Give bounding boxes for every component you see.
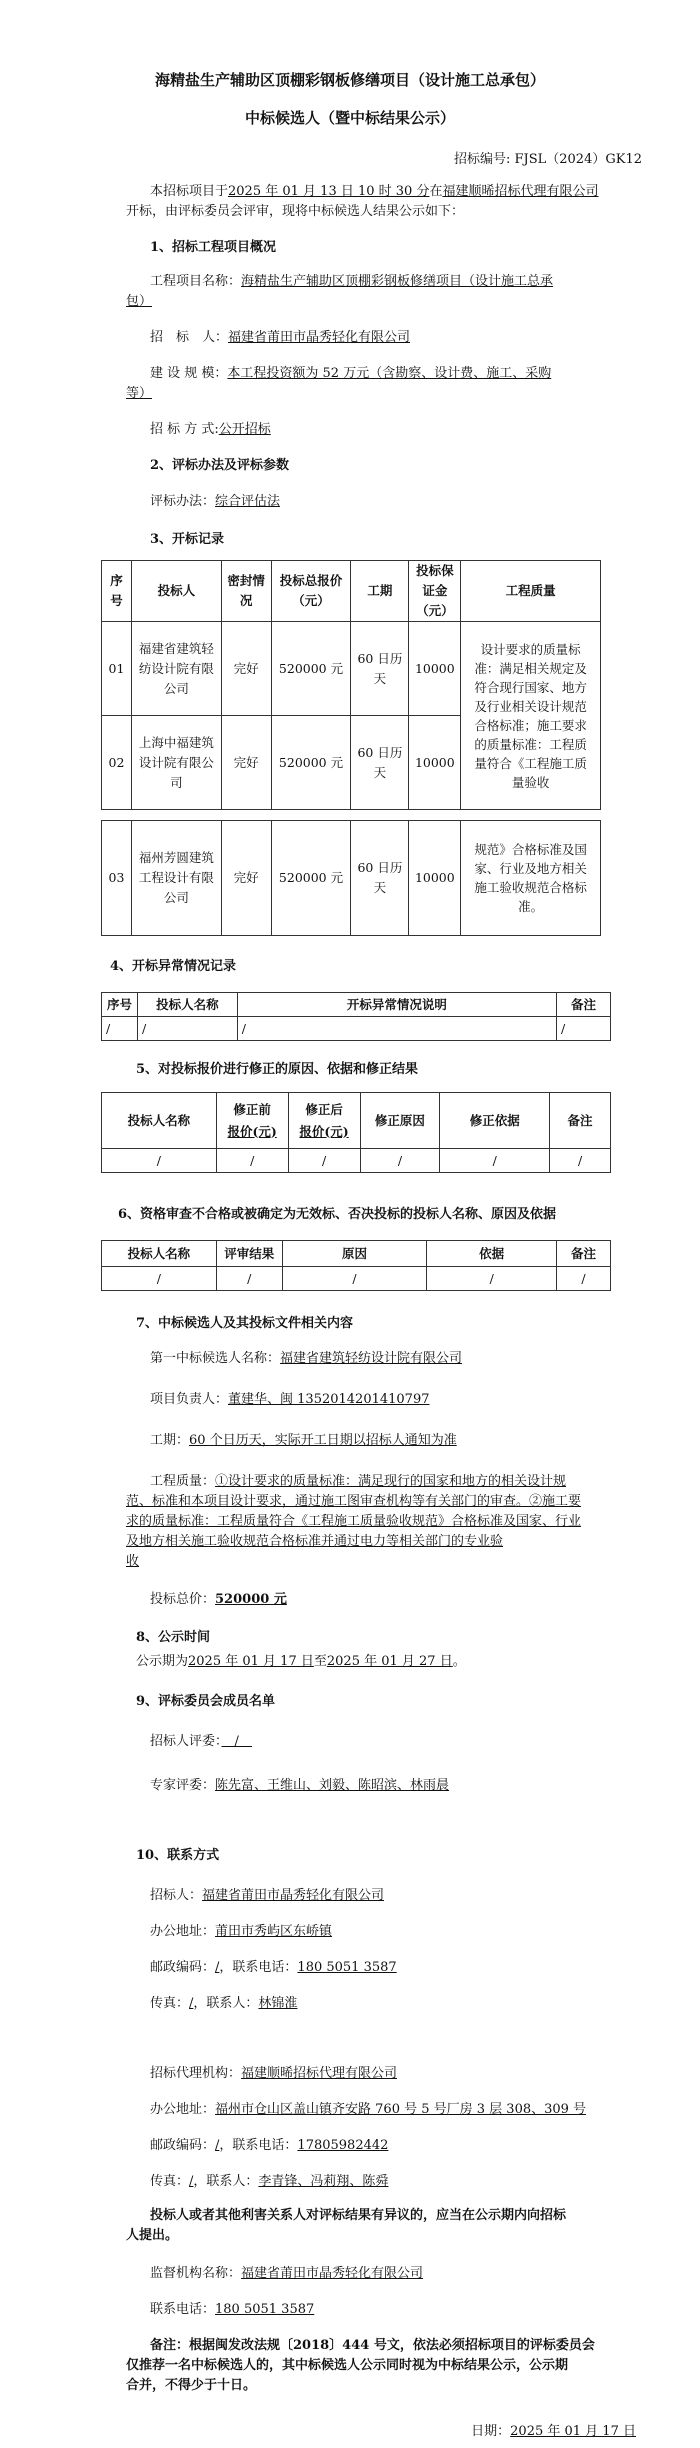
contact-agent-person-label: ，联系人： [193, 2174, 259, 2189]
publicity-period-row [136, 1652, 466, 1672]
footer-date-value: 2025 年 01 月 17 日 [510, 2424, 636, 2439]
bid-opening-table-continued [101, 820, 601, 936]
col-header: 原因 [282, 1241, 427, 1267]
contact-owner-person-label: ，联系人： [193, 1996, 259, 2011]
cell-no: 01 [102, 622, 132, 716]
document-title: 海精盐生产辅助区顶棚彩钢板修缮项目（设计施工总承包） [154, 71, 545, 89]
quality-line-5: 收 [126, 1554, 140, 1569]
col-header-after-l2: 报价(元) [299, 1123, 349, 1139]
project-manager-row [150, 1390, 429, 1410]
table-cell: / [216, 1149, 288, 1173]
cell-price: 520000 元 [271, 622, 351, 716]
owner-value: 福建省莆田市晶秀轻化有限公司 [228, 330, 411, 345]
supervisor-tel-label: 联系电话： [150, 2302, 216, 2317]
table-row [102, 1267, 611, 1291]
table-header-row [102, 1241, 611, 1267]
cell-seal: 完好 [221, 821, 271, 936]
contact-agent-address-row [150, 2100, 586, 2120]
experts-row [150, 1776, 449, 1796]
experts-value: 陈先富、王维山、刘毅、陈昭滨、林雨晨 [215, 1778, 450, 1793]
contact-owner-address-value: 莆田市秀屿区东峤镇 [215, 1924, 333, 1939]
note-line-1: 备注：根据闽发改法规〔2018〕444 号文，依法必须招标项目的评标委员会 [150, 2338, 595, 2353]
cell-bond: 10000 [409, 821, 461, 936]
col-header: 修正依据 [440, 1093, 550, 1149]
intro-line-1 [150, 182, 599, 202]
table-cell: / [440, 1149, 550, 1173]
table-cell: / [550, 1149, 611, 1173]
experts-label: 专家评委： [150, 1778, 216, 1793]
scale-row [150, 364, 551, 384]
cell-no: 02 [102, 716, 132, 810]
contact-agent-address-label: 办公地址： [150, 2102, 216, 2117]
col-header-after-l1: 修正后 [305, 1101, 343, 1117]
table-cell: / [216, 1267, 282, 1291]
cell-bond: 10000 [409, 622, 461, 716]
total-price-value: 520000 元 [215, 1592, 287, 1607]
project-name-row [150, 272, 553, 292]
col-header: 序号 [102, 561, 132, 622]
objection-line-1: 投标人或者其他利害关系人对评标结果有异议的，应当在公示期内向招标 [150, 2208, 567, 2223]
quality-line-1: ①设计要求的质量标准：满足现行的国家和地方的相关设计规 [215, 1474, 567, 1489]
cell-bidder: 上海中福建筑设计院有限公司 [131, 716, 221, 810]
publicity-post: 。 [452, 1654, 466, 1669]
period-row [150, 1431, 457, 1451]
cell-quality: 规范》合格标准及国家、行业及地方相关施工验收规范合格标准。 [461, 821, 601, 936]
table-cell: / [102, 1149, 217, 1173]
table-cell: / [282, 1267, 427, 1291]
table-header-row [102, 993, 611, 1017]
quality-line-3: 求的质量标准：工程质量符合《工程施工质量验收规范》合格标准及国家、行业 [126, 1514, 582, 1529]
table-row [102, 1149, 611, 1173]
contact-agent-tel-value: 17805982442 [297, 2138, 389, 2153]
section-10-heading: 10、联系方式 [136, 1848, 220, 1863]
contact-owner-fax-row [150, 1994, 297, 2014]
footer-date-label: 日期： [471, 2424, 511, 2439]
contact-agent-label: 招标代理机构： [150, 2066, 242, 2081]
col-header-before-l2: 报价(元) [227, 1123, 277, 1139]
table-cell: / [557, 1267, 611, 1291]
contact-agent-post-label: 邮政编码： [150, 2138, 216, 2153]
contact-agent-fax-label: 传真： [150, 2174, 190, 2189]
first-candidate-label: 第一中标候选人名称： [150, 1351, 281, 1366]
objection-line-2: 人提出。 [126, 2228, 179, 2243]
contact-owner-address-row [150, 1922, 332, 1942]
cell-quality: 设计要求的质量标准：满足相关规定及符合现行国家、地方及行业相关设计规范合格标准；施工要求的质量标准：工程质量符合《工程施工质量验收 [461, 622, 601, 810]
col-header: 工程质量 [461, 561, 601, 622]
contact-owner-post-label: 邮政编码： [150, 1960, 216, 1975]
quality-label: 工程质量： [150, 1474, 216, 1489]
table-cell: / [360, 1149, 440, 1173]
table-row [102, 821, 601, 936]
intro-agent: 福建顺晞招标代理有限公司 [442, 184, 599, 199]
supervisor-tel-row [150, 2300, 314, 2320]
col-header: 开标异常情况说明 [237, 993, 556, 1017]
publicity-pre: 公示期为 [136, 1654, 189, 1669]
quality-row [150, 1472, 566, 1492]
contact-agent-post-value: / [215, 2138, 220, 2153]
period-label: 工期： [150, 1433, 190, 1448]
intro-date: 2025 年 01 月 13 日 10 时 30 分 [228, 184, 430, 199]
contact-agent-value: 福建顺晞招标代理有限公司 [241, 2066, 398, 2081]
contact-agent-fax-row [150, 2172, 388, 2192]
publicity-start: 2025 年 01 月 17 日 [188, 1654, 314, 1669]
project-name-label: 工程项目名称： [150, 274, 242, 289]
col-header: 备注 [557, 1241, 611, 1267]
col-header-after [288, 1093, 360, 1149]
section-1-heading: 1、招标工程项目概况 [150, 240, 277, 255]
contact-agent-post-row [150, 2136, 388, 2156]
cell-bidder: 福州芳圆建筑工程设计有限公司 [131, 821, 221, 936]
cell-period: 60 日历天 [351, 821, 409, 936]
eval-method-value: 综合评估法 [215, 494, 281, 509]
table-header-row [102, 1093, 611, 1149]
contact-owner-post-row [150, 1958, 397, 1978]
scale-value-2: 等） [126, 386, 153, 401]
cell-no: 03 [102, 821, 132, 936]
section-7-heading: 7、中标候选人及其投标文件相关内容 [136, 1316, 354, 1331]
col-header: 工期 [351, 561, 409, 622]
project-name-value-2: 包） [126, 294, 153, 309]
section-2-heading: 2、评标办法及评标参数 [150, 458, 290, 473]
table-cell: / [288, 1149, 360, 1173]
col-header: 投标人名称 [102, 1093, 217, 1149]
owner-rep-value: / [221, 1734, 252, 1749]
project-number: 招标编号: FJSL（2024）GK12 [453, 152, 642, 167]
section-9-heading: 9、评标委员会成员名单 [136, 1694, 276, 1709]
cell-bond: 10000 [409, 716, 461, 810]
contact-owner-tel-value: 180 5051 3587 [297, 1960, 397, 1975]
anomaly-table [101, 992, 611, 1041]
publicity-mid: 至 [313, 1654, 327, 1669]
method-value: 公开招标 [218, 422, 271, 437]
col-header: 依据 [427, 1241, 557, 1267]
intro-pre: 本招标项目于 [150, 184, 229, 199]
method-label: 招 标 方 式: [150, 422, 219, 437]
project-manager-value: 董建华、闽 135201420141079​7 [228, 1392, 430, 1407]
eval-method-row [150, 492, 280, 512]
supervisor-tel-value: 180 5051 3587 [215, 2302, 315, 2317]
contact-owner-fax-value: / [189, 1996, 194, 2011]
col-header: 密封情况 [221, 561, 271, 622]
contact-owner-address-label: 办公地址： [150, 1924, 216, 1939]
col-header: 投标保证金（元） [409, 561, 461, 622]
section-8-heading: 8、公示时间 [136, 1630, 211, 1645]
project-name-value: 海精盐生产辅助区顶棚彩钢板修缮项目（设计施工总承 [241, 274, 554, 289]
cell-bidder: 福建省建筑轻纺设计院有限公司 [131, 622, 221, 716]
contact-agent-address-value: 福州市仓山区盖山镇齐安路 760 号 5 号厂房 3 层 308、309 号 [215, 2102, 587, 2117]
contact-agent-person-value: 李青锋、冯莉翔、陈舜 [258, 2174, 389, 2189]
col-header: 备注 [550, 1093, 611, 1149]
total-price-row [150, 1590, 287, 1610]
quality-line-2: 范、标准和本项目设计要求，通过施工图审查机构等有关部门的审查。②施工要 [126, 1494, 582, 1509]
scale-value: 本工程投资额为 52 万元（含勘察、设计费、施工、采购 [227, 366, 552, 381]
contact-owner-value: 福建省莆田市晶秀轻化有限公司 [202, 1888, 385, 1903]
col-header: 投标人名称 [137, 993, 237, 1017]
intro-line-2: 开标，由评标委员会评审，现将中标候选人结果公示如下： [126, 204, 465, 219]
contact-agent-tel-label: ，联系电话： [219, 2138, 298, 2153]
cell-seal: 完好 [221, 716, 271, 810]
project-manager-label: 项目负责人： [150, 1392, 229, 1407]
col-header: 评审结果 [216, 1241, 282, 1267]
col-header: 修正原因 [360, 1093, 440, 1149]
owner-rep-label: 招标人评委： [150, 1734, 222, 1749]
table-cell: / [557, 1017, 611, 1041]
total-price-label: 投标总价： [150, 1592, 216, 1607]
price-correction-table [101, 1092, 611, 1173]
col-header: 投标总报价（元） [271, 561, 351, 622]
first-candidate-row [150, 1349, 462, 1369]
eval-method-label: 评标办法： [150, 494, 216, 509]
table-cell: / [137, 1017, 237, 1041]
footer-date [471, 2422, 636, 2442]
owner-row [150, 328, 410, 348]
section-5-heading: 5、对投标报价进行修正的原因、依据和修正结果 [136, 1062, 419, 1077]
owner-label: 招 标 人： [150, 330, 229, 345]
col-header: 备注 [557, 993, 611, 1017]
bid-opening-table [101, 560, 601, 810]
section-6-heading: 6、资格审查不合格或被确定为无效标、否决投标的投标人名称、原因及依据 [118, 1207, 557, 1222]
intro-mid: 在 [429, 184, 443, 199]
cell-seal: 完好 [221, 622, 271, 716]
table-cell: / [427, 1267, 557, 1291]
cell-price: 520000 元 [271, 821, 351, 936]
publicity-end: 2025 年 01 月 27 日 [326, 1654, 453, 1669]
cell-period: 60 日历天 [351, 716, 409, 810]
scale-label: 建 设 规 模： [150, 366, 228, 381]
contact-owner-label: 招标人： [150, 1888, 203, 1903]
contact-owner-row [150, 1886, 384, 1906]
contact-owner-person-value: 林锦淮 [258, 1996, 298, 2011]
quality-line-4: 及地方相关施工验收规范合格标准并通过电力等相关部门的专业验 [126, 1534, 504, 1549]
col-header: 投标人 [131, 561, 221, 622]
table-cell: / [102, 1017, 138, 1041]
owner-rep-row [150, 1732, 252, 1752]
contact-owner-post-value: / [215, 1960, 220, 1975]
table-row [102, 622, 601, 716]
method-row [150, 420, 271, 440]
section-4-heading: 4、开标异常情况记录 [110, 959, 237, 974]
first-candidate-value: 福建省建筑轻纺设计院有限公司 [280, 1351, 463, 1366]
supervisor-row [150, 2264, 423, 2284]
contact-owner-tel-label: ，联系电话： [219, 1960, 298, 1975]
table-header-row [102, 561, 601, 622]
cell-price: 520000 元 [271, 716, 351, 810]
document-subtitle: 中标候选人（暨中标结果公示） [244, 109, 455, 127]
col-header: 序号 [102, 993, 138, 1017]
contact-agent-row [150, 2064, 397, 2084]
col-header-before [216, 1093, 288, 1149]
period-value: 60 个日历天，实际开工日期以招标人通知为准 [189, 1433, 457, 1448]
note-line-3: 合并，不得少于十日。 [126, 2378, 257, 2393]
col-header-before-l1: 修正前 [233, 1101, 271, 1117]
cell-period: 60 日历天 [351, 622, 409, 716]
table-row [102, 1017, 611, 1041]
disqualification-table [101, 1240, 611, 1291]
note-line-2: 仅推荐一名中标候选人的，其中标候选人公示同时视为中标结果公示，公示期 [126, 2358, 569, 2373]
col-header: 投标人名称 [102, 1241, 217, 1267]
table-cell: / [102, 1267, 217, 1291]
supervisor-label: 监督机构名称： [150, 2266, 242, 2281]
section-3-heading: 3、开标记录 [150, 532, 225, 547]
table-cell: / [237, 1017, 556, 1041]
contact-agent-fax-value: / [189, 2174, 194, 2189]
supervisor-value: 福建省莆田市晶秀轻化有限公司 [241, 2266, 424, 2281]
contact-owner-fax-label: 传真： [150, 1996, 190, 2011]
